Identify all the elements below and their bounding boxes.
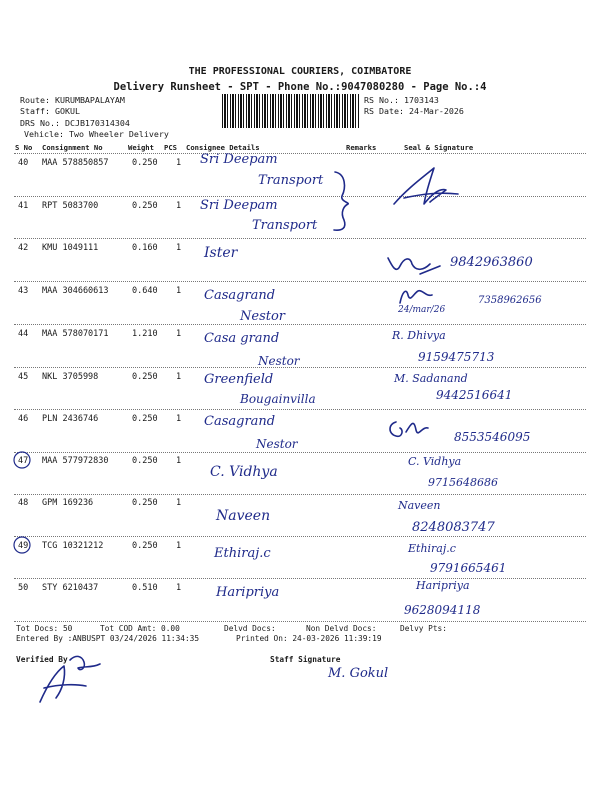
consignee-name: Casagrand — [204, 414, 276, 429]
seal-signature-42 — [384, 252, 446, 278]
consignee-name: Greenfield — [204, 372, 274, 387]
row-pcs: 1 — [176, 243, 182, 253]
row-divider — [14, 452, 586, 453]
row-weight: 0.250 — [132, 456, 158, 466]
row-sno: 41 — [18, 201, 29, 211]
consignee-name-2: Transport — [252, 218, 318, 233]
row-consignment: NKL 3705998 — [42, 372, 99, 382]
row-consignment: PLN 2436746 — [42, 414, 99, 424]
printed-on: Printed On: 24-03-2026 11:39:19 — [236, 634, 382, 643]
row-weight: 0.250 — [132, 414, 158, 424]
delivery-points: Delvy Pts: — [400, 624, 447, 633]
row-pcs: 1 — [176, 456, 182, 466]
row-pcs: 1 — [176, 329, 182, 339]
row-divider — [14, 367, 586, 368]
consignee-name: Naveen — [216, 508, 271, 524]
col-seal: Seal & Signature — [404, 143, 474, 152]
row-consignment: MAA 578850857 — [42, 158, 109, 168]
row-consignment: GPM 169236 — [42, 498, 94, 508]
row-pcs: 1 — [176, 583, 182, 593]
row-pcs: 1 — [176, 158, 182, 168]
seal-phone: 7358962656 — [478, 295, 542, 306]
rs-date: RS Date: 24-Mar-2026 — [364, 106, 464, 116]
col-sno: S No — [15, 143, 33, 152]
col-pcs: PCS — [164, 143, 177, 152]
consignee-name-2: Nestor — [256, 437, 298, 451]
consignee-name: Casagrand — [204, 288, 276, 303]
row-consignment: RPT 5083700 — [42, 201, 99, 211]
row-weight: 0.640 — [132, 286, 158, 296]
row-divider — [14, 578, 586, 579]
col-consignment: Consignment No — [42, 143, 103, 152]
consignee-name-2: Nestor — [240, 309, 286, 324]
row-pcs: 1 — [176, 286, 182, 296]
consignee-name-2: Bougainvilla — [240, 392, 316, 406]
seal-signature-43 — [396, 285, 436, 307]
staff-signature-label: Staff Signature — [270, 655, 341, 664]
consignee-name: Ister — [204, 245, 238, 261]
row-sno: 40 — [18, 158, 29, 168]
row-divider — [14, 621, 586, 622]
row-divider — [14, 409, 586, 410]
seal-phone: 8553546095 — [454, 430, 531, 444]
consignee-name: Ethiraj.c — [214, 546, 271, 561]
row-sno: 50 — [18, 583, 29, 593]
row-divider — [14, 281, 586, 282]
entered-by: Entered By :ANBUSPT 03/24/2026 11:34:35 — [16, 634, 200, 643]
non-delivered-docs: Non Delvd Docs: — [306, 624, 377, 633]
seal-date: 24/mar/26 — [398, 305, 446, 315]
rs-number: RS No.: 1703143 — [364, 95, 439, 105]
consignee-name-2: Nestor — [258, 354, 300, 368]
seal-name: C. Vidhya — [408, 455, 462, 468]
consignee-name-2: Transport — [258, 173, 324, 188]
row-sno: 44 — [18, 329, 29, 339]
row-sno: 43 — [18, 286, 29, 296]
drs-number: DRS No.: DCJB170314304 — [20, 118, 130, 128]
row-consignment: MAA 578070171 — [42, 329, 109, 339]
row-sno: 45 — [18, 372, 29, 382]
staff-label: Staff: GOKUL — [20, 106, 80, 116]
barcode — [222, 94, 359, 128]
consignee-name: Sri Deepam — [200, 198, 278, 213]
row-consignment: MAA 577972830 — [42, 456, 109, 466]
seal-phone: 9442516641 — [436, 388, 513, 402]
bracket-mark — [330, 168, 360, 234]
seal-name: Ethiraj.c — [408, 542, 456, 555]
consignee-name: C. Vidhya — [210, 464, 278, 480]
col-remarks: Remarks — [346, 143, 377, 152]
seal-phone: 8248083747 — [412, 520, 495, 535]
row-sno: 47 — [18, 456, 29, 466]
row-pcs: 1 — [176, 498, 182, 508]
runsheet-title: Delivery Runsheet - SPT - Phone No.:9047080280 - Page No.:4 — [113, 81, 487, 93]
row-weight: 0.250 — [132, 372, 158, 382]
row-pcs: 1 — [176, 201, 182, 211]
consignee-name: Haripriya — [216, 585, 280, 600]
seal-phone: 9159475713 — [418, 350, 495, 364]
row-consignment: TCG 10321212 — [42, 541, 104, 551]
row-consignment: STY 6210437 — [42, 583, 99, 593]
row-weight: 0.250 — [132, 201, 158, 211]
vehicle-label: Vehicle: Two Wheeler Delivery — [24, 129, 169, 139]
row-sno: 49 — [18, 541, 29, 551]
row-divider — [14, 536, 586, 537]
company-title: THE PROFESSIONAL COURIERS, COIMBATORE — [188, 66, 412, 77]
staff-signature: M. Gokul — [328, 666, 389, 681]
consignee-name: Sri Deepam — [200, 152, 278, 167]
seal-name: Haripriya — [416, 579, 470, 592]
col-consignee: Consignee Details — [186, 143, 260, 152]
row-sno: 42 — [18, 243, 29, 253]
row-weight: 0.510 — [132, 583, 158, 593]
header-divider — [14, 153, 586, 154]
row-divider — [14, 196, 586, 197]
verified-by-label: Verified By — [16, 655, 68, 664]
total-cod-amount: Tot COD Amt: 0.00 — [100, 624, 180, 633]
seal-phone: 9715648686 — [428, 476, 498, 489]
row-pcs: 1 — [176, 414, 182, 424]
seal-name: M. Sadanand — [394, 372, 468, 385]
consignee-name: Casa grand — [204, 331, 280, 346]
row-consignment: KMU 1049111 — [42, 243, 99, 253]
seal-phone: 9791665461 — [430, 561, 507, 575]
seal-name: R. Dhivya — [392, 329, 446, 342]
row-sno: 48 — [18, 498, 29, 508]
delivered-docs: Delvd Docs: — [224, 624, 276, 633]
row-divider — [14, 238, 586, 239]
seal-name: Naveen — [398, 499, 441, 512]
row-sno: 46 — [18, 414, 29, 424]
row-divider — [14, 494, 586, 495]
row-consignment: MAA 304660613 — [42, 286, 109, 296]
total-docs: Tot Docs: 50 — [16, 624, 73, 633]
seal-phone: 9628094118 — [404, 603, 481, 617]
seal-phone: 9842963860 — [450, 255, 533, 270]
row-pcs: 1 — [176, 372, 182, 382]
row-divider — [14, 324, 586, 325]
row-weight: 1.210 — [132, 329, 158, 339]
row-weight: 0.250 — [132, 498, 158, 508]
route-label: Route: KURUMBAPALAYAM — [20, 95, 125, 105]
row-weight: 0.250 — [132, 158, 158, 168]
row-weight: 0.250 — [132, 541, 158, 551]
seal-signature-46 — [384, 416, 434, 442]
row-weight: 0.160 — [132, 243, 158, 253]
col-weight: Weight — [128, 143, 154, 152]
verified-signature — [30, 650, 110, 708]
seal-signature-40 — [388, 160, 468, 216]
row-pcs: 1 — [176, 541, 182, 551]
